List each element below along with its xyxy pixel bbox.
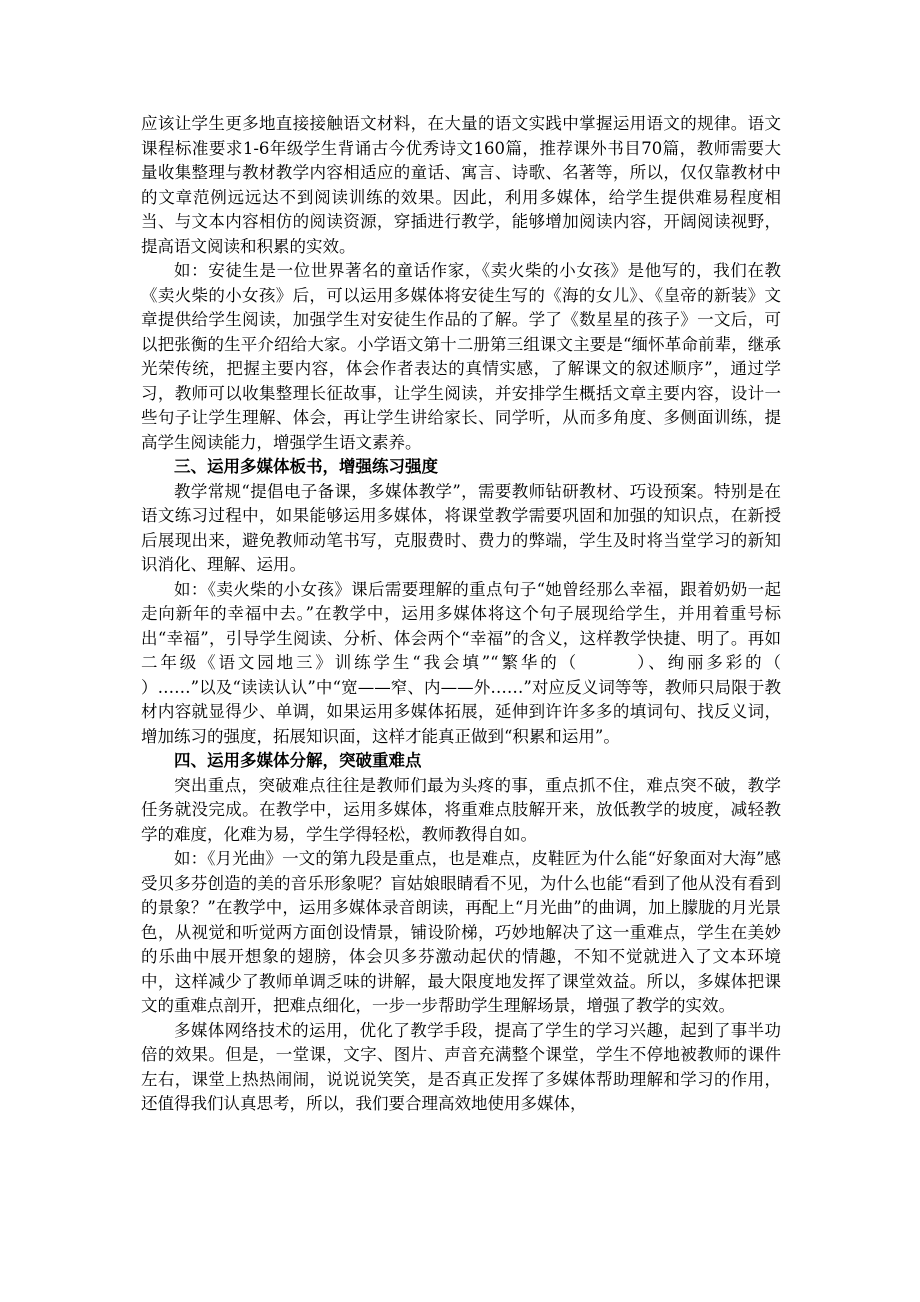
paragraph-continuation: 应该让学生更多地直接接触语文材料，在大量的语文实践中掌握运用语文的规律。语文课程标准要求1-6年级学生背诵古今优秀诗文160篇，推荐课外书目70篇，教师需要大量收集整理与教材教学内容相适应的童话、寓言、诗歌、名著等，所以，仅仅靠教材中的文章范例远远达不到阅读训练的效果。因此，利用多媒体，给学生提供难易程度相当、与文本内容相仿的阅读资源，穿插进行教学，能够增加阅读内容，开阔阅读视野，提高语文阅读和积累的实效。 <box>141 114 781 256</box>
paragraph-blackboard: 教学常规“提倡电子备课，多媒体教学”，需要教师钻研教材、巧设预案。特别是在语文练习过程中，如果能够运用多媒体，将课堂教学需要巩固和加强的知识点，在新授后展现出来，避免教师动笔书写，克服费时、费力的弊端，学生及时将当堂学习的新知识消化、理解、运用。 <box>141 481 781 574</box>
document-page <box>141 112 831 1117</box>
paragraph-conclusion: 多媒体网络技术的运用，优化了教学手段，提高了学生的学习兴趣，起到了事半功倍的效果。但是，一堂课，文字、图片、声音充满整个课堂，学生不停地被教师的课件左右，课堂上热热闹闹，说说说笑笑，是否真正发挥了多媒体帮助理解和学习的作用，还值得我们认真思考，所以，我们要合理高效地使用多媒体， <box>141 1020 781 1113</box>
paragraph-example-moonlight: 如：《月光曲》一文的第九段是重点，也是难点，皮鞋匠为什么能“好象面对大海”感受贝多芬创造的美的音乐形象呢？盲姑娘眼睛看不见，为什么也能“看到了他从没有看到的景象？”在教学中，运用多媒体录音朗读，再配上“月光曲”的曲调，加上朦胧的月光景色，从视觉和听觉两方面创设情景，铺设阶梯，巧妙地解决了这一重难点，学生在美妙的乐曲中展开想象的翅膀，体会贝多芬激动起伏的情趣，不知不觉就进入了文本环境中，这样减少了教师单调乏味的讲解，最大限度地发挥了课堂效益。所以，多媒体把课文的重难点剖开，把难点细化，一步一步帮助学生理解场景，增强了教学的实效。 <box>141 849 781 1015</box>
paragraph-key-points: 突出重点，突破难点往往是教师们最为头疼的事，重点抓不住，难点突不破，教学任务就没完成。在教学中，运用多媒体，将重难点肢解开来，放低教学的坡度，减轻教学的难度，化难为易，学生学得轻松，教师教得自如。 <box>141 775 781 844</box>
paragraph-example-match-girl: 如：《卖火柴的小女孩》课后需要理解的重点句子“她曾经那么幸福，跟着奶奶一起走向新年的幸福中去。”在教学中，运用多媒体将这个句子展现给学生，并用着重号标出“幸福”，引导学生阅读、分析、体会两个“幸福”的含义，这样教学快捷、明了。再如二年级《语文园地三》训练学生“我会填”“繁华的（ ）、绚丽多彩的（ ）……”以及“读读认认”中“宽——窄、内——外……”对应反义词等等，教师只局限于教材内容就显得少、单调，如果运用多媒体拓展，延伸到许许多多的填词句、找反义词，增加练习的强度，拓展知识面，这样才能真正做到“积累和运用”。 <box>141 579 831 746</box>
section-heading-4: 四、运用多媒体分解，突破重难点 <box>174 751 422 770</box>
paragraph-example-andersen: 如：安徒生是一位世界著名的童话作家，《卖火柴的小女孩》是他写的，我们在教《卖火柴的小女孩》后，可以运用多媒体将安徒生写的《海的女儿》、《皇帝的新装》文章提供给学生阅读，加强学生对安徒生作品的了解。学了《数星星的孩子》一文后，可以把张衡的生平介绍给大家。小学语文第十二册第三组课文主要是“缅怀革命前辈，继承光荣传统，把握主要内容，体会作者表达的真情实感，了解课文的叙述顺序”，通过学习，教师可以收集整理长征故事，让学生阅读，并安排学生概括文章主要内容，设计一些句子让学生理解、体会，再让学生讲给家长、同学听，从而多角度、多侧面训练，提高学生阅读能力，增强学生语文素养。 <box>141 261 781 452</box>
section-heading-3: 三、运用多媒体板书，增强练习强度 <box>174 457 438 476</box>
